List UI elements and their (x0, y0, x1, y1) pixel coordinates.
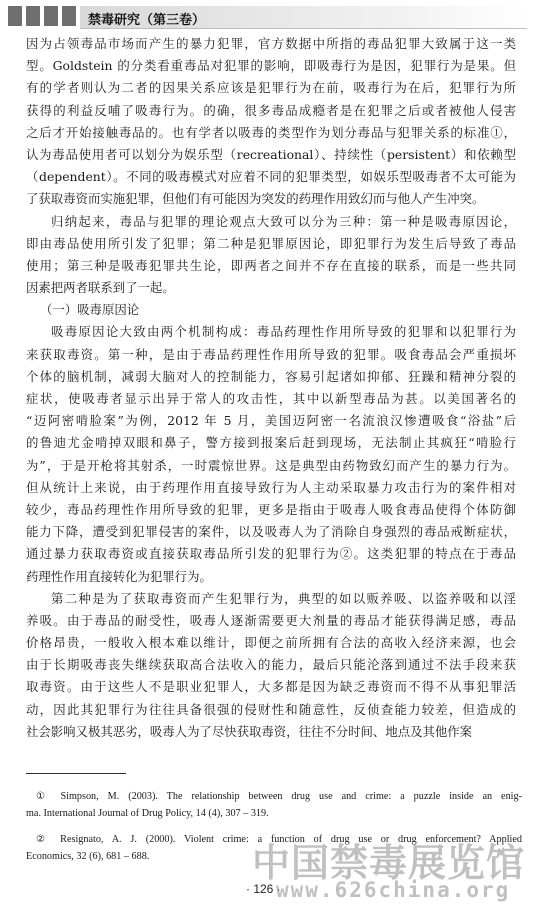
footnote-line: ② Resignato, A. J. (2000). Violent crime: a function of drug use or drug enforcement? Applied (36, 834, 522, 845)
paragraph (26, 588, 516, 743)
text-line: 型。Goldstein 的分类看重毒品对犯罪的影响，即吸毒行为是因，犯罪行为是果。但 (26, 58, 516, 74)
text-line: 即由毒品使用所引发了犯罪；第二种是犯罪原因论，即犯罪行为发生后导致了毒品 (26, 235, 516, 251)
text-line: 价格昂贵，一般收入根本难以维计，即便之前所拥有合法的高收入经济来源，也会 (26, 635, 516, 651)
text-line: 因为占领毒品市场而产生的暴力犯罪，官方数据中所指的毒品犯罪大致属于这一类 (26, 36, 516, 51)
text-line: 能力下降，遭受到犯罪侵害的案件，以及吸毒人为了消除自身强烈的毒品戒断症状， (26, 524, 516, 540)
text-line: 吸毒原因论大致由两个机制构成：毒品药理性作用所导致的犯罪和以犯罪行为 (51, 324, 516, 340)
page-number: · 126 · (246, 882, 281, 896)
body-text (26, 33, 516, 743)
header-decoration-bar (62, 6, 76, 26)
watermark-logo-text: 中国禁毒展览馆 (252, 841, 526, 885)
text-line: 但从统计上来说，由于药理作用直接导致行为人主动采取暴力攻击行为的案件相对 (26, 479, 516, 495)
text-line: 养吸。由于毒品的耐受性，吸毒人逐渐需要更大剂量的毒品才能获得满足感，毒品 (26, 612, 516, 628)
text-line: 了获取毒资而实施犯罪，但他们有可能因为突发的药理作用致幻而与他人产生冲突。 (26, 191, 485, 207)
text-line: 个体的脑机制，减弱大脑对人的控制能力，容易引起诸如抑郁、狂躁和精神分裂的 (26, 368, 516, 384)
text-line: 第二种是为了获取毒资而产生犯罪行为，典型的如以贩养吸、以盗养吸和以淫 (51, 590, 516, 606)
header-decoration-bar (8, 6, 22, 26)
header-decoration-bar (44, 6, 58, 26)
text-line: 之后才开始接触毒品的。也有学者以吸毒的类型作为划分毒品与犯罪关系的标准①， (26, 124, 516, 140)
text-line: 较少，毒品药理性作用所导致的犯罪，更多是指由于吸毒人吸食毒品使得个体防御 (26, 501, 516, 517)
footnote-line: ① Simpson, M. (2003). The relationship between drug use and crime: a puzzle inside an enig- (36, 791, 522, 802)
book-title: 禁毒研究（第三卷） (88, 13, 206, 28)
paragraph (26, 33, 516, 211)
footnote-gap (26, 822, 522, 831)
text-line: “迈阿密啃脸案”为例，2012 年 5 月，美国迈阿密一名流浪汉惨遭吸食“浴盐”后 (26, 413, 516, 429)
text-line: 通过暴力获取毒资或直接获取毒品所引发的犯罪行为②。这类犯罪的特点在于毒品 (26, 546, 516, 562)
text-line: 认为毒品使用者可以划分为娱乐型（recreational）、持续性（persistent）和依赖型 (26, 146, 516, 162)
text-line: 的鲁迪尤金啃掉双眼和鼻子，警方接到报案后赶到现场，无法制止其疯狂“啃脸行 (26, 435, 516, 451)
watermark-url: www.626china.org (276, 878, 511, 902)
paragraph (26, 321, 516, 587)
running-header (0, 0, 537, 30)
header-decoration-bar (26, 6, 40, 26)
text-line: 取毒资。由于这些人不是职业犯罪人，大多都是因为缺乏毒资而不得不从事犯罪活 (26, 679, 516, 695)
text-line: 由于长期吸毒丧失继续获取高合法收入的能力，最后只能沦落到通过不法手段来获 (26, 657, 516, 673)
header-rule (80, 28, 527, 29)
text-line: 动，因此其犯罪行为往往具备很强的侵财性和随意性，反侦查能力较差，但造成的 (26, 701, 516, 717)
footnote-separator (26, 773, 126, 774)
paragraph (26, 211, 516, 300)
text-line: 为”，于是开枪将其射杀，一时震惊世界。这是典型由药物致幻而产生的暴力行为。 (26, 457, 516, 473)
text-line: 获得的利益反哺了吸毒行为。的确，很多毒品成瘾者是在犯罪之后或者被他人侵害 (26, 102, 516, 118)
text-line: 社会影响又极其恶劣，吸毒人为了尽快获取毒资，往往不分时间、地点及其他作案 (26, 723, 473, 739)
text-line: 来获取毒资。第一种，是由于毒品药理性作用所导致的犯罪。吸食毒品会严重损坏 (26, 346, 516, 362)
text-line: 归纳起来，毒品与犯罪的理论观点大致可以分为三种：第一种是吸毒原因论， (51, 213, 516, 229)
text-line: 症状，使吸毒者显示出异于常人的攻击性，其中以新型毒品为甚。以美国著名的 (26, 391, 516, 406)
footnote (26, 788, 522, 822)
footnote-line: Economics, 32 (6), 681 – 688. (26, 851, 150, 862)
footnote-line: ma. International Journal of Drug Policy, 14 (4), 307 – 319. (26, 808, 269, 819)
text-line: （dependent）。不同的吸毒模式对应着不同的犯罪类型，如娱乐型吸毒者不太可能为 (26, 169, 516, 185)
text-line: 因素把两者联系到了一起。 (26, 280, 175, 296)
section-heading: （一）吸毒原因论 (40, 302, 140, 318)
text-line: 使用；第三种是吸毒犯罪共生论，即两者之间并不存在直接的联系，而是一些共同 (26, 257, 516, 273)
text-line: 药理性作用直接转化为犯罪行为。 (26, 568, 212, 584)
text-line: 有的学者则认为二者的因果关系应该是犯罪行为在前，吸毒行为在后，犯罪行为所 (26, 80, 516, 96)
